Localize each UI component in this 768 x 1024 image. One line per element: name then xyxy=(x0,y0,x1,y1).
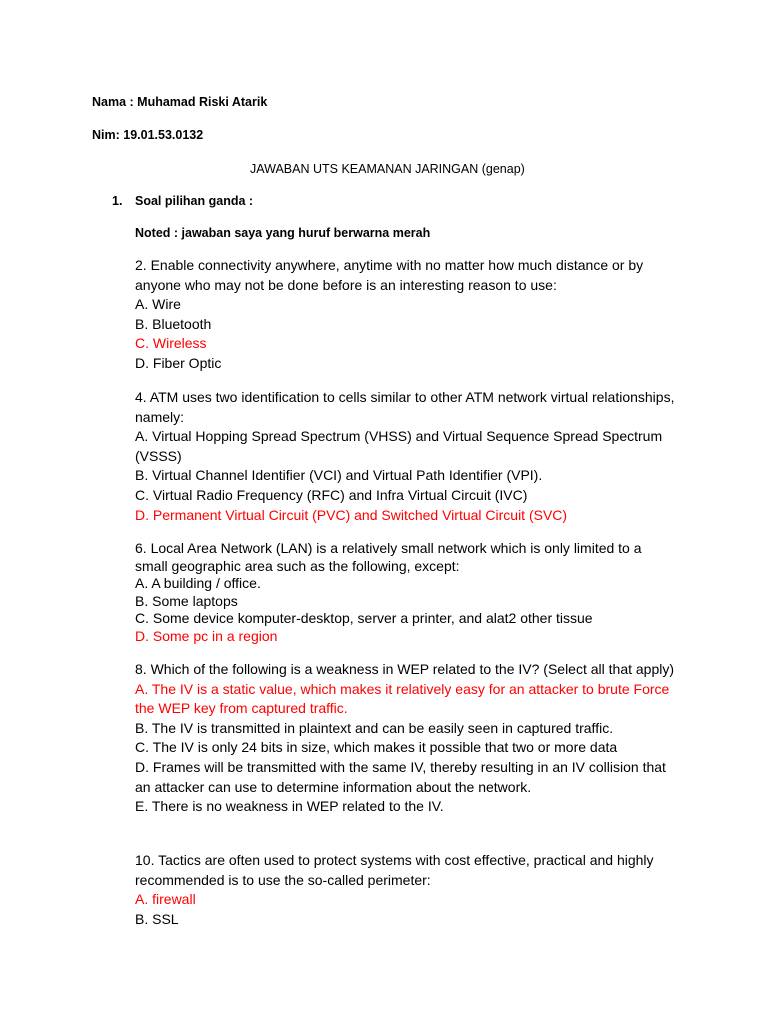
student-name: Nama : Muhamad Riski Atarik xyxy=(92,95,268,109)
option-b: B. SSL xyxy=(135,910,179,927)
option-a-answer: A. firewall xyxy=(135,891,196,908)
question-text: 10. Tactics are often used to protect systems with cost effective, practical and highly recommended is to use the so-called perimeter: xyxy=(135,852,654,888)
option-b: B. Virtual Channel Identifier (VCI) and Virtual Path Identifier (VPI). xyxy=(135,467,543,484)
option-d-answer: D. Permanent Virtual Circuit (PVC) and Switched Virtual Circuit (SVC) xyxy=(135,506,568,523)
option-a-answer: A. The IV is a static value, which makes it relatively easy for an attacker to brute Force the WEP key from captured traffic. xyxy=(135,680,670,717)
question-8 xyxy=(135,660,675,817)
section-number: 1. xyxy=(112,194,123,208)
option-b: B. Some laptops xyxy=(135,592,238,609)
option-c-answer: C. Wireless xyxy=(135,335,207,352)
option-c: C. Some device komputer-desktop, server a printer, and alat2 other tissue xyxy=(135,610,593,627)
question-4 xyxy=(135,388,675,525)
question-text: 4. ATM uses two identification to cells similar to other ATM network virtual relationships, namely: xyxy=(135,389,675,425)
option-c: C. The IV is only 24 bits in size, which makes it possible that two or more data xyxy=(135,739,618,756)
option-a: A. Virtual Hopping Spread Spectrum (VHSS) and Virtual Sequence Spread Spectrum (VSSS) xyxy=(135,428,663,464)
option-a: A. Wire xyxy=(135,296,181,313)
option-b: B. The IV is transmitted in plaintext and can be easily seen in captured traffic. xyxy=(135,719,614,736)
question-2 xyxy=(135,256,675,374)
option-d-answer: D. Some pc in a region xyxy=(135,627,278,644)
question-text: 8. Which of the following is a weakness in WEP related to the IV? (Select all that apply) xyxy=(135,661,675,677)
option-a: A. A building / office. xyxy=(135,575,261,592)
question-10 xyxy=(135,851,675,929)
option-e: E. There is no weakness in WEP related to the IV. xyxy=(135,798,444,815)
question-text: 2. Enable connectivity anywhere, anytime with no matter how much distance or by anyone who may not be done before is an interesting reason to use: xyxy=(135,257,644,293)
section-label: Soal pilihan ganda : xyxy=(135,194,254,208)
question-6 xyxy=(135,540,675,646)
option-c: C. Virtual Radio Frequency (RFC) and Infra Virtual Circuit (IVC) xyxy=(135,486,528,503)
option-d: D. Frames will be transmitted with the same IV, thereby resulting in an IV collision that an attacker can use to determine information about the network. xyxy=(135,758,666,795)
question-text: 6. Local Area Network (LAN) is a relatively small network which is only limited to a small geographic area such as the following, except: xyxy=(135,540,642,574)
answer-note: Noted : jawaban saya yang huruf berwarna merah xyxy=(135,226,431,240)
option-d: D. Fiber Optic xyxy=(135,354,222,371)
student-nim: Nim: 19.01.53.0132 xyxy=(92,128,204,142)
option-b: B. Bluetooth xyxy=(135,315,212,332)
document-title: JAWABAN UTS KEAMANAN JARINGAN (genap) xyxy=(250,162,525,176)
